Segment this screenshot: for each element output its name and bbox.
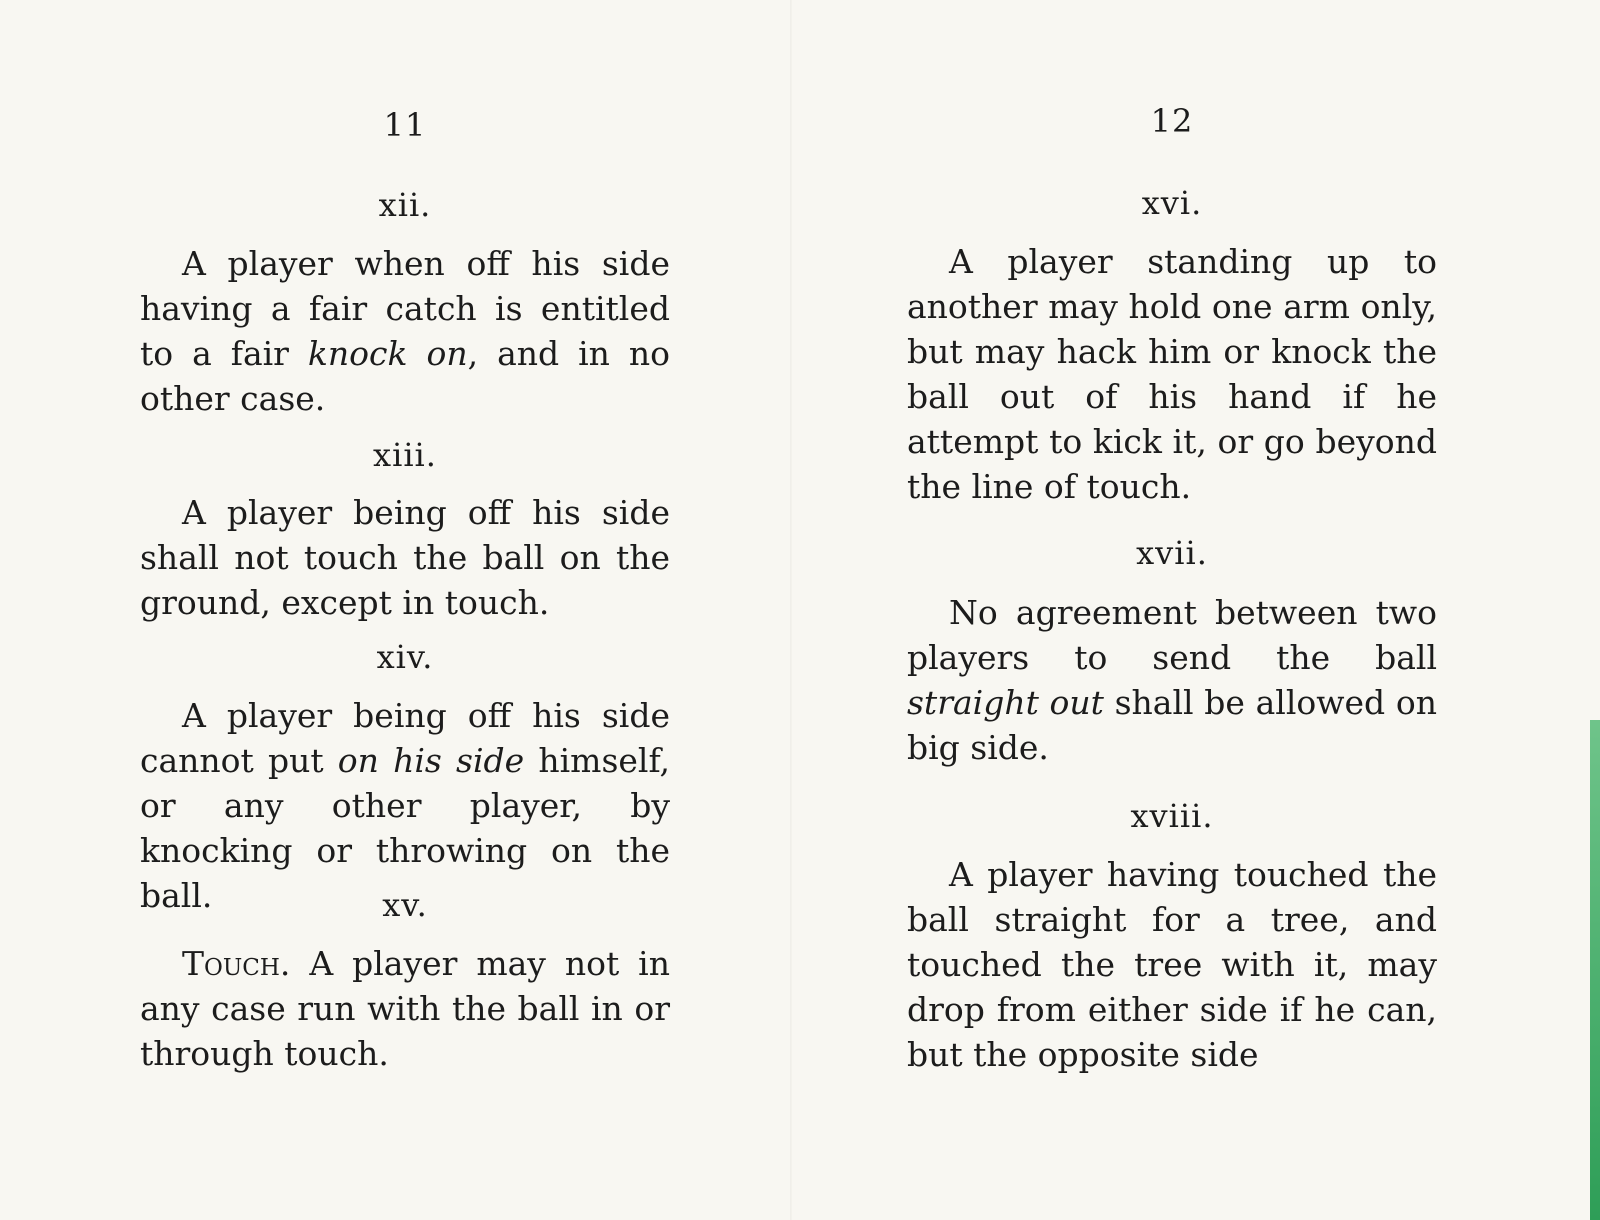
rule-text [140, 241, 670, 421]
rule-text-smallcaps: Touch [182, 944, 280, 983]
rule-text-italic: straight out [907, 683, 1104, 722]
rule-numeral: xiii. [373, 436, 437, 474]
rule-text [140, 490, 670, 625]
rule-text-segment: himself, or any other player, by knocking or throwing on the ball. [140, 741, 670, 915]
rule-text-segment: , and in no other case. [140, 334, 670, 418]
rule-text-italic: on his side [337, 741, 525, 780]
page-number: 11 [383, 106, 427, 144]
rule-numeral: xvii. [1136, 534, 1208, 572]
book-gutter [790, 0, 792, 1220]
rule-text-segment: A player standing up to another may hold one arm only, but may hack him or knock the ball out of his hand if he attempt to kick it, or go beyond the line of touch. [907, 242, 1437, 506]
rule-numeral: xv. [382, 886, 428, 924]
rule-text-italic: knock on [307, 334, 468, 373]
rule-text-segment: A player being off his side shall not touch the ball on the ground, except in touch. [140, 493, 670, 622]
rule-text [140, 941, 670, 1076]
rule-text-segment: A player when off his side having a fair catch is entitled to a fair [140, 244, 670, 373]
rule-text-segment: shall be allowed on big side. [907, 683, 1437, 767]
rule-text-segment: No agreement between two players to send the ball [907, 593, 1437, 677]
rule-text-segment: A player having touched the ball straight for a tree, and touched the tree with it, may drop from either side if he can, but the opposite side [907, 855, 1437, 1074]
rule-text [140, 693, 670, 918]
green-edge [1590, 720, 1600, 1220]
page-number: 12 [1150, 102, 1194, 140]
rule-numeral: xviii. [1130, 797, 1214, 835]
rule-text [907, 590, 1437, 770]
rule-text-segment: A player being off his side cannot put [140, 696, 670, 780]
rule-text [907, 239, 1437, 509]
rule-text [907, 852, 1437, 1077]
rule-numeral: xiv. [376, 638, 434, 676]
rule-text-segment: . A player may not in any case run with the ball in or through touch. [140, 944, 670, 1073]
rule-numeral: xii. [378, 186, 432, 224]
rule-numeral: xvi. [1141, 184, 1203, 222]
